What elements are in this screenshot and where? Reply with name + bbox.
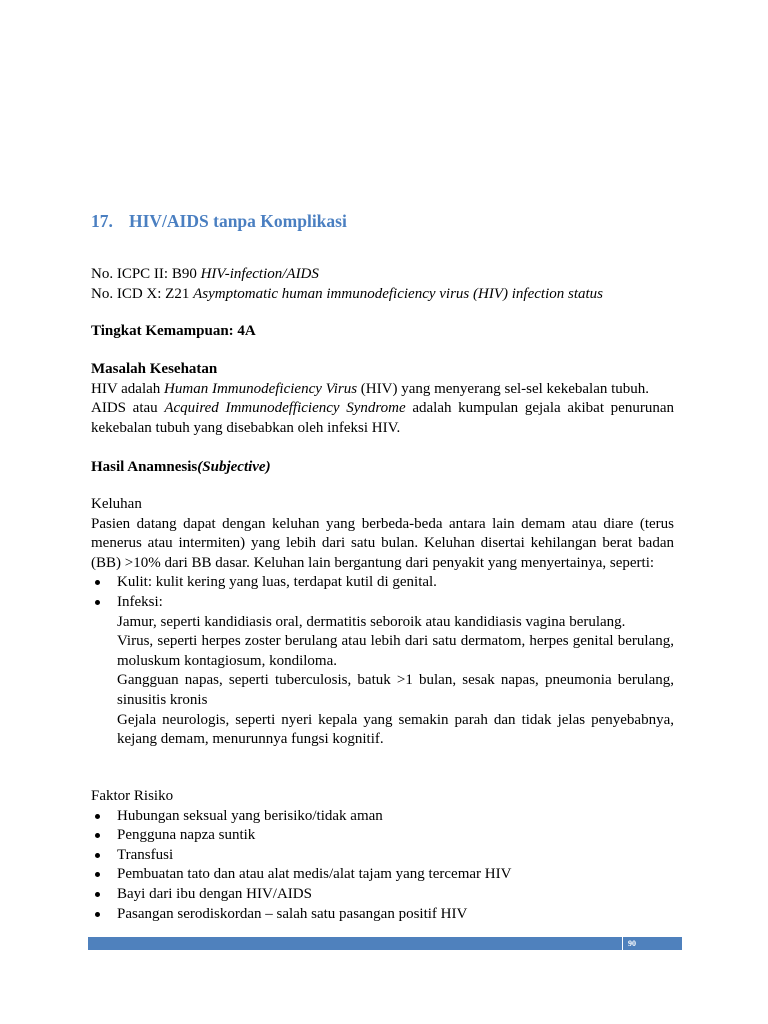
- list-item: Hubungan seksual yang berisiko/tidak aman: [91, 807, 674, 827]
- keluhan-paragraph: Pasien datang dapat dengan keluhan yang berbeda-beda antara lain demam atau diare (terus menerus atau intermiten) yang lebih dari satu bulan. Keluhan disertai kehilangan berat badan (BB) >10% dari BB dasar. Keluhan lain bergantung dari penyakit yang menyertainya, seperti:: [91, 515, 674, 571]
- classification-codes: [91, 265, 674, 304]
- section-keluhan: [91, 495, 674, 750]
- paragraph-aids: AIDS atau Acquired Immunodefficiency Syndrome adalah kumpulan gejala akibat penurunan kekebalan tubuh yang disebabkan oleh infeksi HIV.: [91, 400, 674, 436]
- paragraph-hiv: HIV adalah Human Immunodeficiency Virus (HIV) yang menyerang sel-sel kekebalan tubuh.: [91, 380, 650, 397]
- infeksi-virus: Virus, seperti herpes zoster berulang atau lebih dari satu dermatom, herpes genital berulang, moluskum kontagiosum, kondiloma.: [117, 633, 674, 669]
- section-hasil-anamnesis: Hasil Anamnesis(Subjective): [91, 459, 271, 475]
- list-item: Pengguna napza suntik: [91, 826, 674, 846]
- section-faktor-risiko: [91, 787, 674, 924]
- keluhan-list: [91, 573, 674, 612]
- infeksi-gangguan-napas: Gangguan napas, seperti tuberculosis, batuk >1 bulan, sesak napas, pneumonia berulang, sinusitis kronis: [117, 672, 674, 708]
- tingkat-kemampuan: Tingkat Kemampuan: 4A: [91, 323, 256, 339]
- list-item-infeksi: Infeksi:: [91, 593, 674, 613]
- section-masalah-kesehatan: [91, 360, 674, 438]
- footer-divider: [622, 937, 623, 950]
- list-item: Pembuatan tato dan atau alat medis/alat tajam yang tercemar HIV: [91, 865, 674, 885]
- faktor-list: [91, 807, 674, 925]
- infeksi-jamur: Jamur, seperti kandidiasis oral, dermatitis seboroik atau kandidiasis vagina berulang.: [117, 613, 626, 630]
- chapter-title-text: HIV/AIDS tanpa Komplikasi: [129, 211, 347, 231]
- list-item: Transfusi: [91, 846, 674, 866]
- list-item: Bayi dari ibu dengan HIV/AIDS: [91, 885, 674, 905]
- chapter-number: 17.: [91, 211, 113, 231]
- footer-bar: [88, 937, 682, 950]
- infeksi-gejala-neurologis: Gejala neurologis, seperti nyeri kepala yang semakin parah dan tidak jelas penyebabnya, kejang demam, menurunnya fungsi kognitif.: [117, 711, 674, 748]
- faktor-heading: Faktor Risiko: [91, 788, 174, 804]
- list-item: Pasangan serodiskordan – salah satu pasangan positif HIV: [91, 905, 674, 925]
- icd-code: No. ICD X: Z21 Asymptomatic human immunodeficiency virus (HIV) infection status: [91, 285, 603, 302]
- keluhan-heading: Keluhan: [91, 496, 142, 512]
- page-number: 90: [628, 939, 636, 948]
- chapter-title: [91, 209, 347, 233]
- icpc-code: No. ICPC II: B90 HIV-infection/AIDS: [91, 266, 319, 282]
- list-item-kulit: Kulit: kulit kering yang luas, terdapat kutil di genital.: [91, 573, 674, 593]
- section-heading: Masalah Kesehatan: [91, 361, 218, 377]
